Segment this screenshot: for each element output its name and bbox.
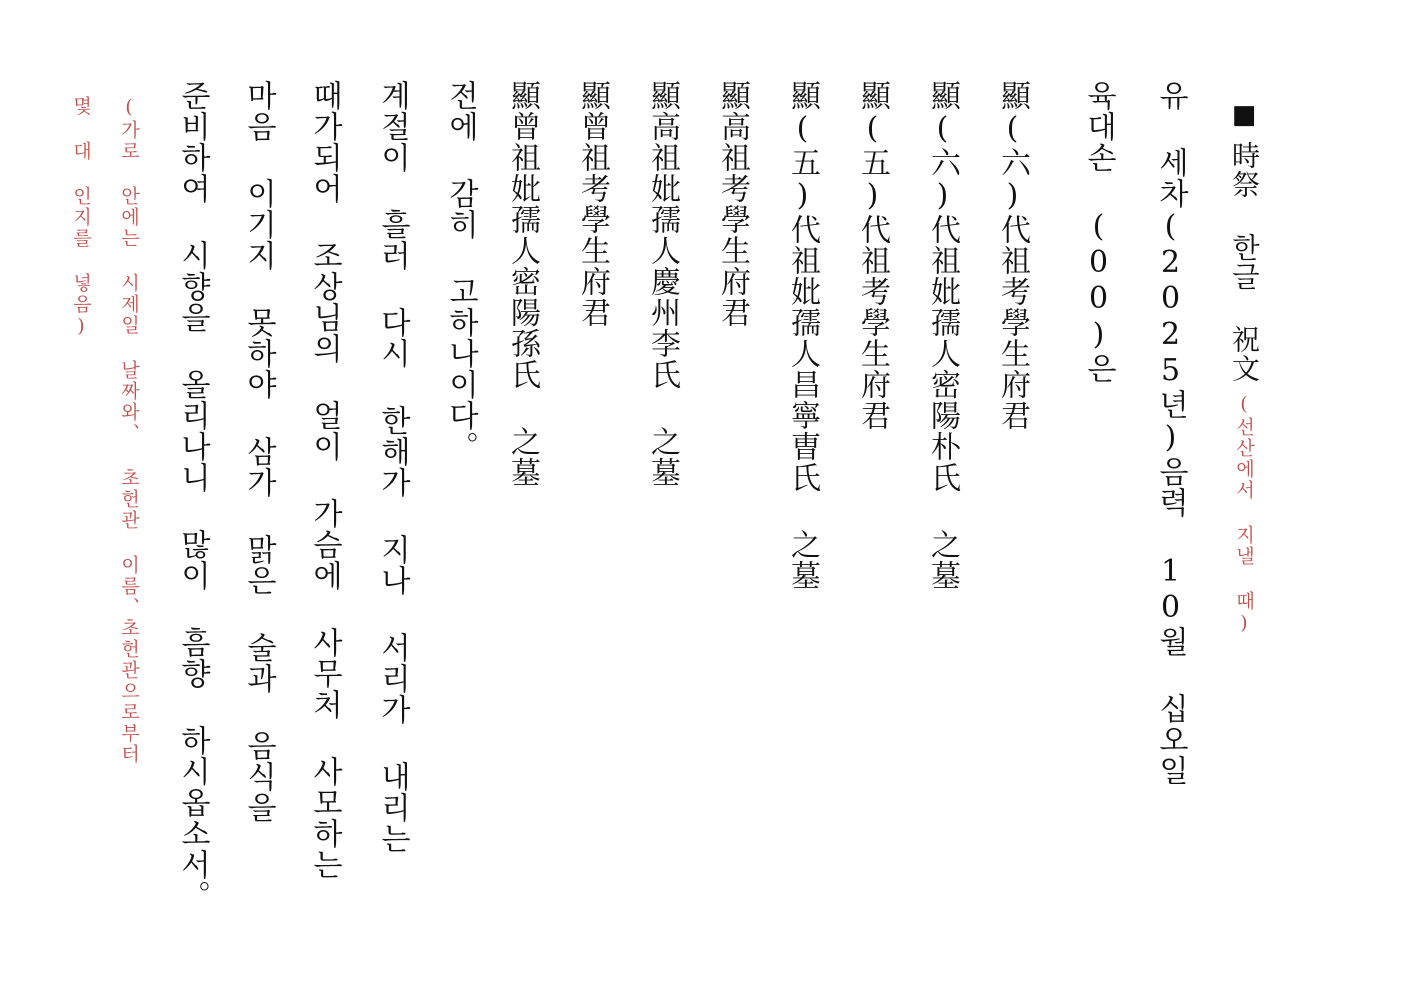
text-column-prayer-1: 계절이 흘러 다시 한해가 지나 서리가 내리는 <box>375 80 410 854</box>
text-column-ancestor-2: 顯(六)代祖妣孺人密陽朴氏 之墓 <box>925 80 960 591</box>
text-column-ancestor-7: 顯曾祖考學生府君 <box>575 80 610 328</box>
text-column-date: 유 세차(2025년)음력 10월 십오일 <box>1153 80 1188 786</box>
text-column-ancestor-5: 顯高祖考學生府君 <box>715 80 750 328</box>
text-column-ancestor-3: 顯(五)代祖考學生府君 <box>855 80 890 431</box>
footnote-line-1: (가로 안에는 시제일 날짜와、 초헌관 이름、초헌관으로부터 <box>118 96 140 765</box>
text-column-descendant: 육대손 (00)은 <box>1081 80 1116 384</box>
footnote-line-2: 몇 대 인지를 넣음) <box>70 96 92 339</box>
text-column-ancestor-8: 顯曾祖妣孺人密陽孫氏 之墓 <box>505 80 540 488</box>
text-column-declaration: 전에 감히 고하나이다。 <box>443 80 478 462</box>
text-column-ancestor-4: 顯(五)代祖妣孺人昌寧曺氏 之墓 <box>785 80 820 591</box>
title-column <box>1222 100 1266 636</box>
text-column-prayer-2: 때가되어 조상님의 얼이 가슴에 사무처 사모하는 <box>307 80 342 880</box>
square-bullet-icon: ■ <box>1229 100 1259 131</box>
text-column-prayer-4: 준비하여 시향을 올리나니 많이 흠향 하시옵소서。 <box>175 80 210 911</box>
text-column-prayer-3: 마음 이기지 못하야 삼가 맑은 술과 음식을 <box>241 80 276 823</box>
title-note: (선산에서 지낼 때) <box>1233 393 1255 636</box>
document-title: 時祭 한글 祝文 <box>1228 141 1261 383</box>
text-column-ancestor-1: 顯(六)代祖考學生府君 <box>995 80 1030 431</box>
text-column-ancestor-6: 顯高祖妣孺人慶州李氏 之墓 <box>645 80 680 488</box>
